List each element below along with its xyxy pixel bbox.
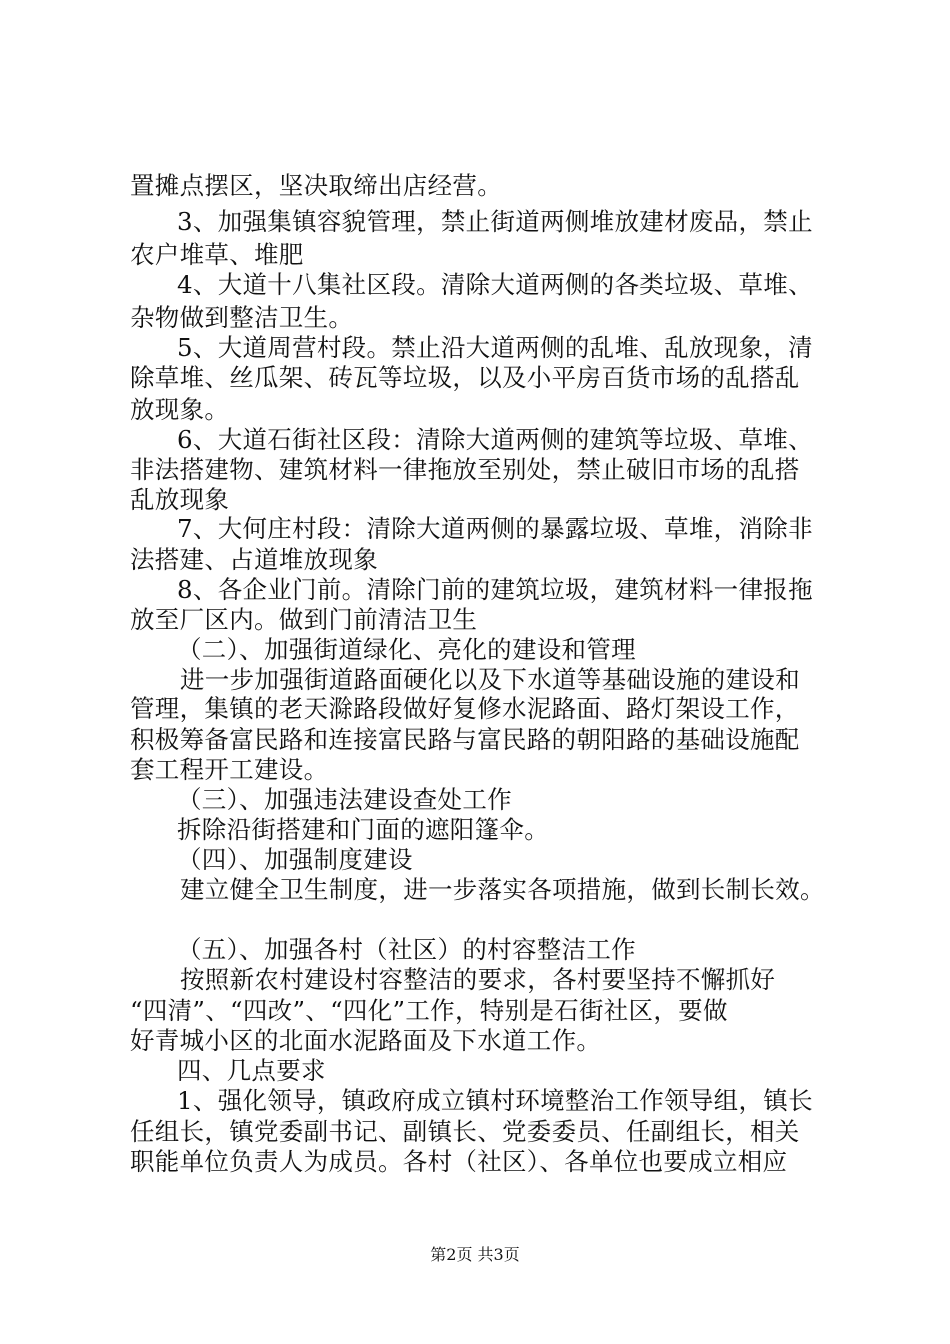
text-line: 3、加强集镇容貌管理，禁止街道两侧堆放建材废品，禁止 [177, 207, 813, 236]
text-line: 置摊点摆区，坚决取缔出店经营。 [130, 171, 502, 200]
text-line: 职能单位负责人为成员。各村（社区）、各单位也要成立相应 [130, 1147, 788, 1176]
text-line: 1、强化领导，镇政府成立镇村环境整治工作领导组，镇长 [177, 1086, 813, 1115]
text-line: 法搭建、占道堆放现象 [130, 545, 378, 574]
text-line: 建立健全卫生制度，进一步落实各项措施，做到长制长效。 [180, 875, 825, 904]
text-line: 进一步加强街道路面硬化以及下水道等基础设施的建设和 [180, 665, 800, 694]
text-line: 套工程开工建设。 [130, 755, 329, 784]
text-line: 除草堆、丝瓜架、砖瓦等垃圾，以及小平房百货市场的乱搭乱 [130, 363, 800, 392]
text-line: 积极筹备富民路和连接富民路与富民路的朝阳路的基础设施配 [130, 725, 800, 754]
text-line: 8、各企业门前。清除门前的建筑垃圾，建筑材料一律报拖 [177, 575, 813, 604]
section-heading: （五）、加强各村（社区）的村容整洁工作 [177, 935, 636, 964]
section-heading: （四）、加强制度建设 [177, 845, 413, 874]
text-line: 拆除沿街搭建和门面的遮阳篷伞。 [177, 815, 549, 844]
text-line: “四清”、“四改”、“四化”工作，特别是石街社区，要做 [130, 996, 728, 1025]
text-line: 好青城小区的北面水泥路面及下水道工作。 [130, 1026, 602, 1055]
text-line: 放现象。 [130, 395, 230, 424]
text-line: 5、大道周营村段。禁止沿大道两侧的乱堆、乱放现象，清 [177, 333, 813, 362]
text-line: 乱放现象 [130, 485, 230, 514]
text-line: 按照新农村建设村容整洁的要求，各村要坚持不懈抓好 [180, 965, 776, 994]
text-line: 杂物做到整洁卫生。 [130, 303, 354, 332]
text-line: 7、大何庄村段：清除大道两侧的暴露垃圾、草堆，消除非 [177, 514, 813, 543]
text-line: 任组长，镇党委副书记、副镇长、党委委员、任副组长，相关 [130, 1117, 800, 1146]
text-line: 4、大道十八集社区段。清除大道两侧的各类垃圾、草堆、 [177, 270, 813, 299]
text-line: 管理，集镇的老天滁路段做好复修水泥路面、路灯架设工作， [130, 694, 800, 723]
text-line: 放至厂区内。做到门前清洁卫生 [130, 605, 478, 634]
section-heading: 四、几点要求 [177, 1056, 326, 1085]
text-line: 6、大道石街社区段：清除大道两侧的建筑等垃圾、草堆、 [177, 425, 813, 454]
section-heading: （二）、加强街道绿化、亮化的建设和管理 [177, 635, 636, 664]
text-line: 非法搭建物、建筑材料一律拖放至别处，禁止破旧市场的乱搭 [130, 455, 800, 484]
section-heading: （三）、加强违法建设查处工作 [177, 785, 512, 814]
page-footer: 第2页 共3页 [430, 1245, 520, 1264]
text-line: 农户堆草、堆肥 [130, 240, 304, 269]
